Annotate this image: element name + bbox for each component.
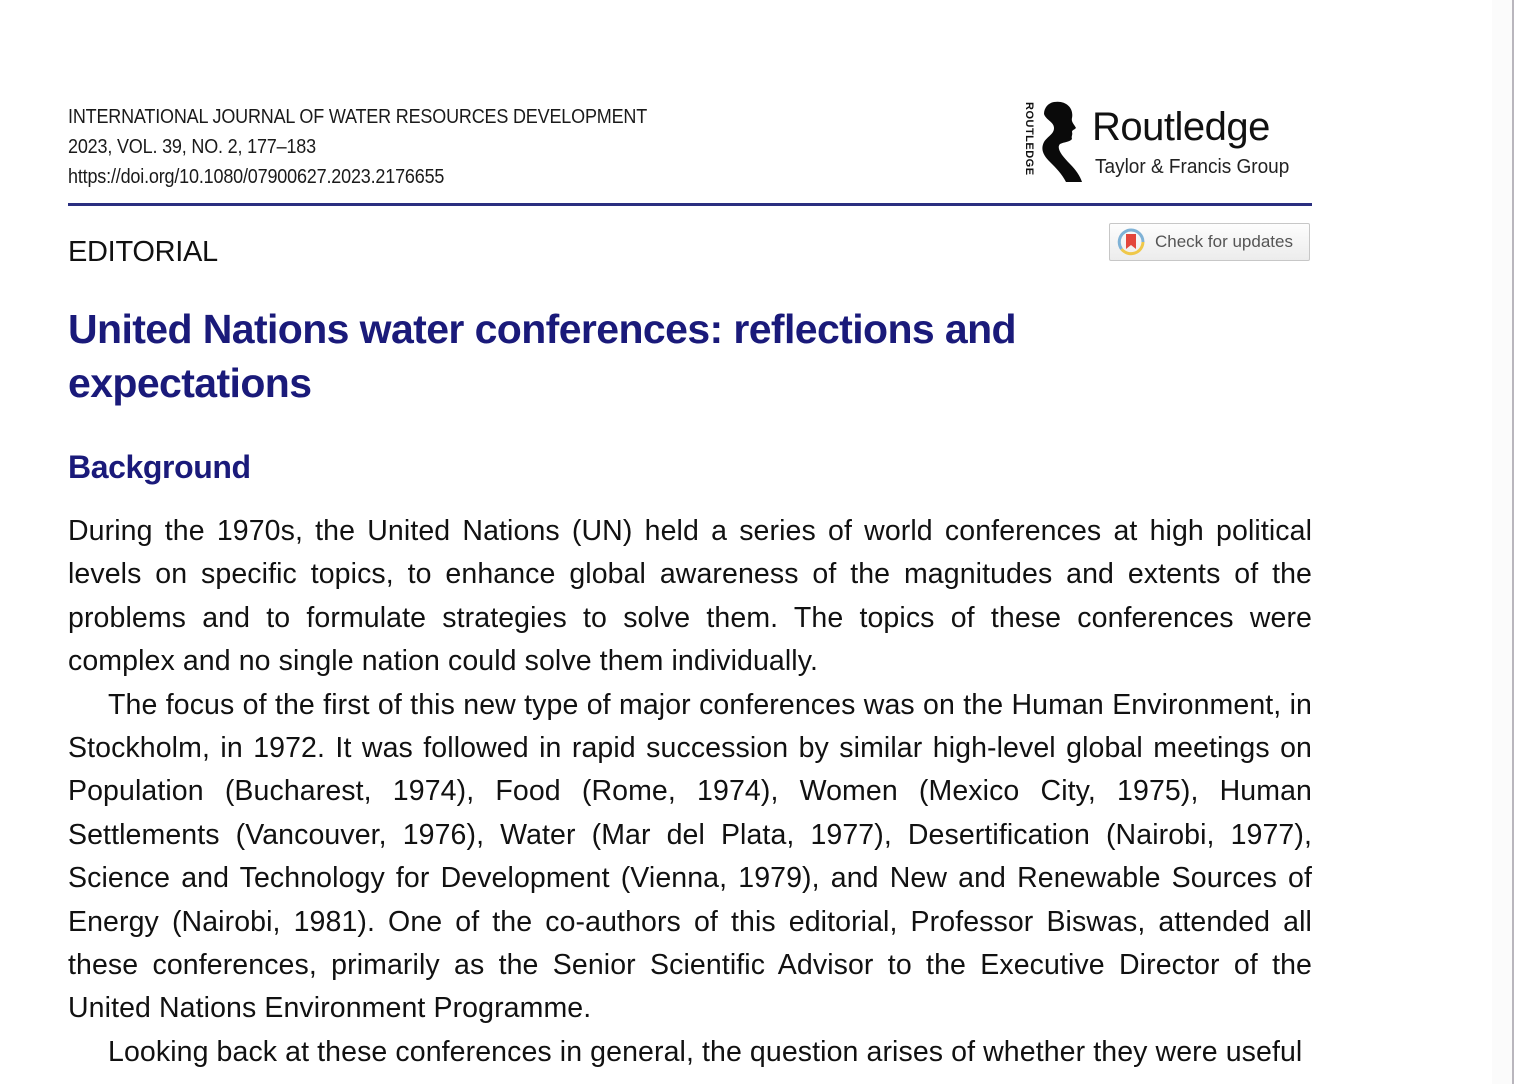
article-type: EDITORIAL	[68, 236, 218, 268]
publisher-logo	[1022, 100, 1312, 186]
section-heading-background: Background	[68, 449, 251, 485]
paragraph: During the 1970s, the United Nations (UN) held a series of world conferences at high political levels on specific topics, to enhance global awareness of the magnitudes and extents of the problems and to formulate strategies to solve them. The topics of these conferences were complex and no single nation could solve them individually.	[68, 515, 1312, 678]
section-body	[68, 510, 1312, 1068]
publisher-vertical-mark: ROUTLEDGE	[1023, 102, 1035, 176]
routledge-profile-icon	[1036, 100, 1082, 184]
paragraph-partial: Looking back at these conferences in general, the question arises of whether they were useful	[108, 1035, 1303, 1068]
check-for-updates-label: Check for updates	[1155, 232, 1293, 251]
journal-citation: 2023, VOL. 39, NO. 2, 177–183	[68, 136, 316, 158]
check-for-updates-button[interactable]	[1109, 223, 1310, 261]
crossmark-bookmark-icon	[1117, 228, 1145, 256]
publisher-name: Routledge	[1092, 105, 1270, 149]
scrollbar-track[interactable]	[1492, 0, 1514, 1084]
journal-header	[68, 102, 711, 192]
paragraph: The focus of the first of this new type of major conferences was on the Human Environment, in Stockholm, in 1972. It was followed in rapid succession by similar high-level global meetings on Population (Bucharest, 1974), Food (Rome, 1974), Women (Mexico City, 1975), Human Settlements (Vancouver, 1976), Water (Mar del Plata, 1977), Desertification (Nairobi, 1977), Science and Technology for Development (Vienna, 1979), and New and Renewable Sources of Energy (Nairobi, 1981). One of the co-authors of this editorial, Professor Biswas, attended all these conferences, primarily as the Senior Scientific Advisor to the Executive Director of the United Nations Environment Programme.	[68, 688, 1312, 1025]
journal-doi-link[interactable]: https://doi.org/10.1080/07900627.2023.2176655	[68, 166, 445, 188]
publisher-group: Taylor & Francis Group	[1095, 156, 1290, 178]
article-title: United Nations water conferences: reflections and expectations	[68, 306, 1016, 406]
header-divider	[68, 203, 1312, 206]
journal-name: INTERNATIONAL JOURNAL OF WATER RESOURCES DEVELOPMENT	[68, 106, 648, 128]
